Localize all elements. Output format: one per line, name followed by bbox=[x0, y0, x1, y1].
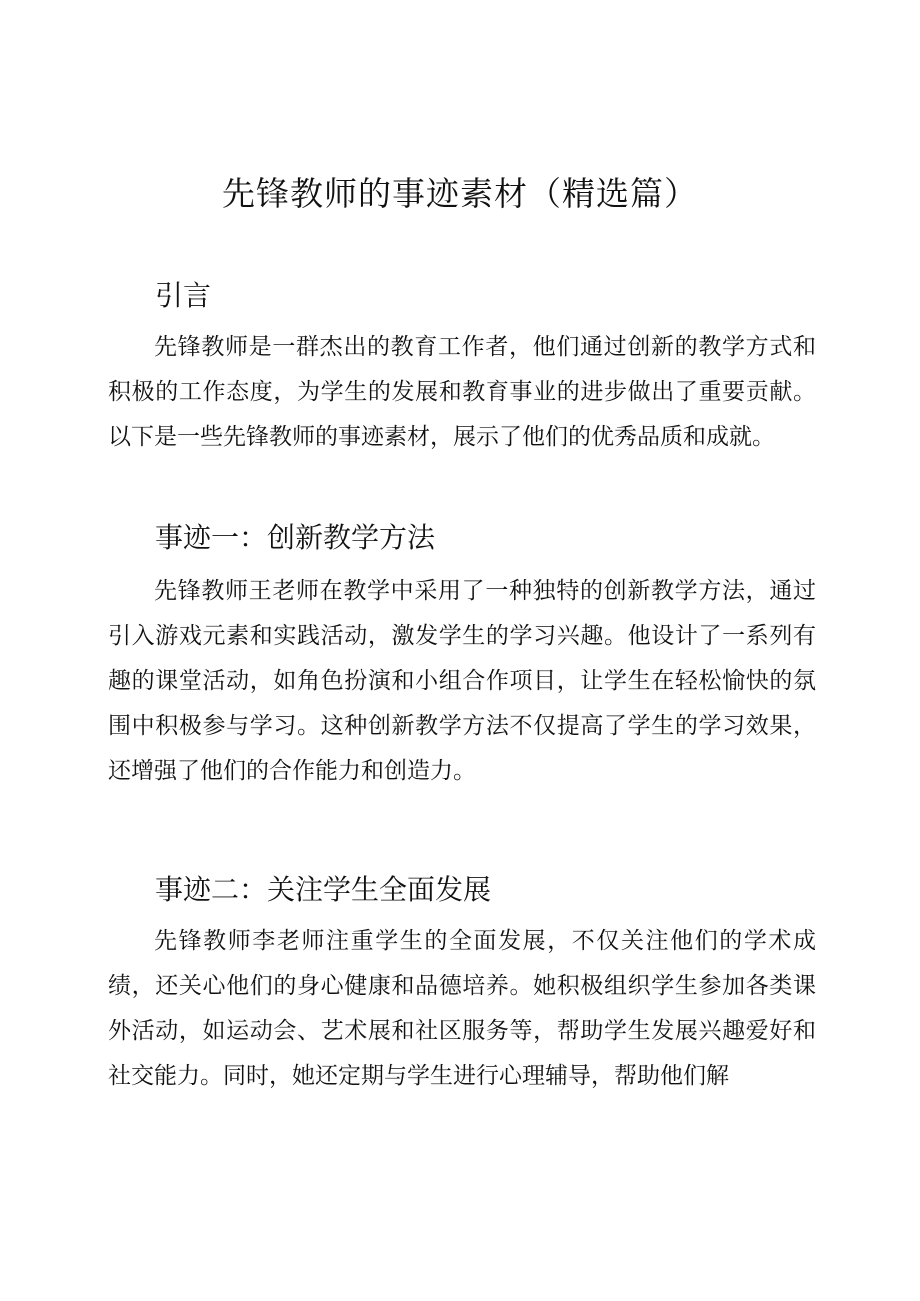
section-heading-intro: 引言 bbox=[155, 279, 212, 312]
section-body-intro: 先锋教师是一群杰出的教育工作者，他们通过创新的教学方式和积极的工作态度，为学生的发展和教育事业的进步做出了重要贡献。以下是一些先锋教师的事迹素材，展示了他们的优秀品质和成就。 bbox=[108, 334, 816, 450]
section-heading-story-2: 事迹二：关注学生全面发展 bbox=[155, 873, 492, 906]
section-heading-story-1: 事迹一：创新教学方法 bbox=[155, 521, 436, 554]
section-body-story-2: 先锋教师李老师注重学生的全面发展，不仅关注他们的学术成绩，还关心他们的身心健康和品德培养。她积极组织学生参加各类课外活动，如运动会、艺术展和社区服务等，帮助学生发展兴趣爱好和社交能力。同时，她还定期与学生进行心理辅导，帮助他们解 bbox=[108, 928, 816, 1089]
document-title: 先锋教师的事迹素材（精选篇） bbox=[222, 174, 698, 213]
section-body-story-1: 先锋教师王老师在教学中采用了一种独特的创新教学方法，通过引入游戏元素和实践活动，激发学生的学习兴趣。他设计了一系列有趣的课堂活动，如角色扮演和小组合作项目，让学生在轻松愉快的氛围中积极参与学习。这种创新教学方法不仅提高了学生的学习效果，还增强了他们的合作能力和创造力。 bbox=[108, 578, 816, 784]
